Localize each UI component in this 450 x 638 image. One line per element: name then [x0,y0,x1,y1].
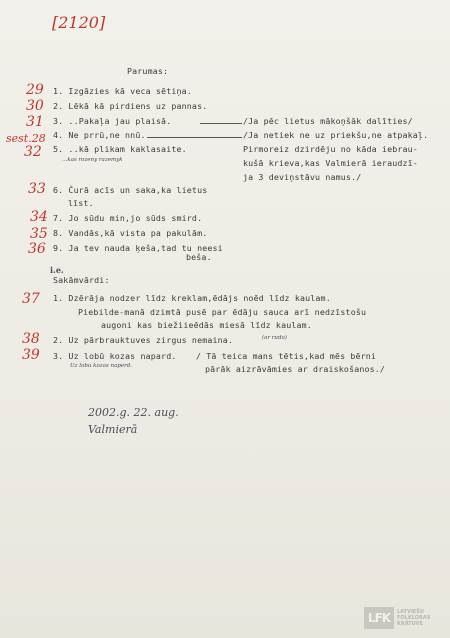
stray-mark: i.e. [50,265,64,275]
underline-3 [200,123,242,124]
saying-1b: Piebilde-manā dzimtā pusē par ēdāju sauca arī nedzīstošu [78,307,367,317]
saying-3: 3. Uz lobū kozas napard. [53,351,177,361]
number-31: 31 [26,114,44,130]
date-handwritten: 2002.g. 22. aug. [88,406,179,419]
number-35: 35 [30,226,48,242]
note-saying-3: Uz lobu kozas naperd. [70,363,133,369]
archive-logo [364,606,442,630]
line-6b: līst. [68,198,94,208]
logo-line-2: FOLKLORAS [397,615,431,621]
logo-mark: LFK [364,607,394,629]
line-4: 4. Ne prrū,ne nnū. [53,130,146,140]
number-32: 32 [24,144,42,160]
saying-3-right-2: pārāk aizrāvāmies ar draiskošanos./ [205,364,386,374]
right-line-3: Pirmoreiz dzirdēju no kāda iebrau- [243,144,418,154]
line-9a: 9. Ja tev nauda ķeša,tad tu neesi [53,243,223,253]
line-3: 3. ..Pakaļa jau plaisā. [53,116,172,126]
number-29: 29 [26,82,44,98]
line-8: 8. Vandās,kā vista pa pakulām. [53,228,208,238]
saying-1: 1. Dzērāja nodzer līdz kreklam,ēdājs noēd līdz kaulam. [53,293,331,303]
line-5: 5. ..kā plikam kaklasaite. [53,144,187,154]
right-line-4: kušā krieva,kas Valmierā ieraudzī- [243,158,418,168]
right-line-2: /Ja netiek ne uz priekšu,ne atpakaļ. [243,130,429,140]
line-9b: beša. [186,252,212,262]
line-6a: 6. Čurā acīs un saka,ka lietus [53,185,208,195]
note-saying-2: (ar rudo) [262,335,287,341]
number-34: 34 [30,209,48,225]
number-28: sest.28 [6,132,46,145]
heading-parumas: Parumas: [127,66,169,76]
number-36: 36 [28,241,46,257]
number-38: 38 [22,331,40,347]
number-39: 39 [22,347,40,363]
logo-line-3: KRĀTUVE [397,621,423,627]
right-line-1: /Ja pēc lietus mākoņšāk dalīties/ [243,116,413,126]
number-30: 30 [26,98,44,114]
line-2: 2. Lēkā kā pirdiens uz pannas. [53,101,208,111]
place-handwritten: Valmierā [88,423,138,436]
saying-2: 2. Uz pārbrauktuves zirgus nemaina. [53,335,234,345]
heading-sakamvardi: Sakāmvārdi: [53,275,110,285]
number-33: 33 [28,181,46,197]
right-line-5: ja 3 deviņstāvu namus./ [243,172,362,182]
line-7: 7. Jo sūdu min,jo sūds smird. [53,213,203,223]
logo-text [397,609,430,627]
saying-3-right: / Tā teica mans tētis,kad mēs bērni [196,351,377,361]
logo-line-1: LATVIEŠU [397,609,424,615]
note-under-5: ...kas rozeny razemyk [62,157,123,163]
saying-1c: augoni kas biežiieēdās miesā līdz kaulam. [101,320,312,330]
underline-4 [147,137,242,138]
number-37: 37 [22,291,40,307]
line-1: 1. Izgāzies kā veca sētiņa. [53,86,192,96]
archive-number: [2120] [52,13,106,32]
